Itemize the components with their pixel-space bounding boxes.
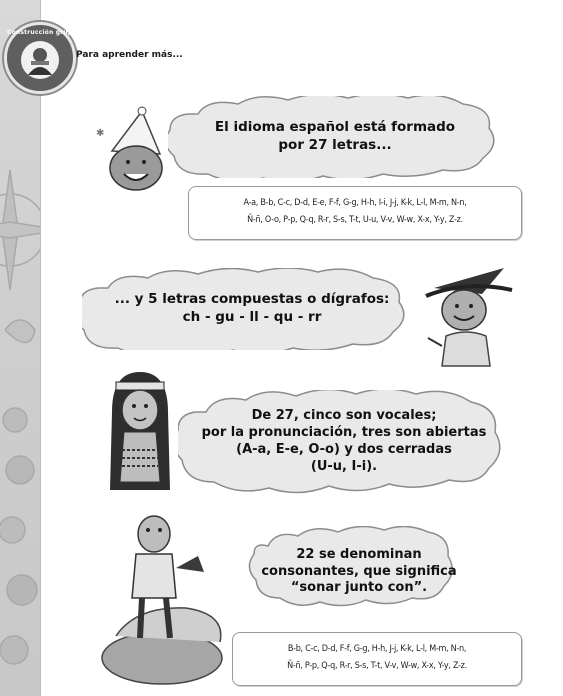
cloud-3-line-4: (U-u, I-i).: [310, 458, 378, 474]
cloud-3-line-3: (A-a, E-e, O-o) y dos cerradas: [236, 442, 452, 457]
cloud-4-line-1: 22 se denominan: [296, 546, 422, 562]
consonants-letters-box: [232, 632, 522, 686]
cloud-3-line-2: por la pronunciación, tres son abiertas: [201, 425, 487, 441]
speech-cloud-1: [168, 96, 502, 178]
alphabet-line-1: A-a, B-b, C-c, D-d, E-e, F-f, G-g, H-h, I-i, J-j, K-k, L-l, M-m, N-n,: [243, 198, 467, 208]
witch-girl-illustration: [424, 258, 514, 368]
section-title: Para aprender más...: [76, 50, 183, 60]
cloud-3-line-1: De 27, cinco son vocales;: [251, 408, 437, 424]
consonants-line-1: B-b, C-c, D-d, F-f, G-g, H-h, J-j, K-k, L-l, M-m, N-n,: [287, 644, 467, 654]
cloud-4-line-3: “sonar junto con”.: [290, 580, 428, 596]
cloud-1-line-1: El idioma español está formado: [214, 119, 456, 136]
student-icon: [21, 41, 59, 79]
speech-cloud-3: [178, 390, 510, 494]
alphabet-line-2: Ñ-ñ, O-o, P-p, Q-q, R-r, S-s, T-t, U-u, V-v, W-w, X-x, Y-y, Z-z.: [247, 215, 463, 225]
badge-emblem: [21, 41, 59, 79]
boy-on-rock-illustration: [96, 508, 236, 688]
cloud-2-line-1: ... y 5 letras compuestas o dígrafos:: [114, 291, 390, 308]
cloud-2-line-2: ch - gu - ll - qu - rr: [182, 309, 322, 325]
svg-text:✱: ✱: [96, 128, 105, 139]
decorative-side-strip: [0, 0, 41, 696]
compass-and-children-illustration: [0, 0, 40, 696]
elf-character-illustration: [92, 106, 172, 196]
consonants-line-2: Ñ-ñ, P-p, Q-q, R-r, S-s, T-t, V-v, W-w, X-x, Y-y, Z-z.: [287, 661, 467, 671]
speech-cloud-4: [246, 526, 472, 618]
badge-label: Construcción grupal: [7, 29, 79, 36]
group-work-badge: [4, 22, 79, 94]
cloud-4-line-2: consonantes, que significa: [261, 563, 457, 579]
cloud-1-line-2: por 27 letras...: [278, 137, 392, 153]
girl-with-headband-illustration: [104, 372, 176, 492]
speech-cloud-2: [82, 268, 422, 350]
alphabet-letters-box: [188, 186, 522, 240]
